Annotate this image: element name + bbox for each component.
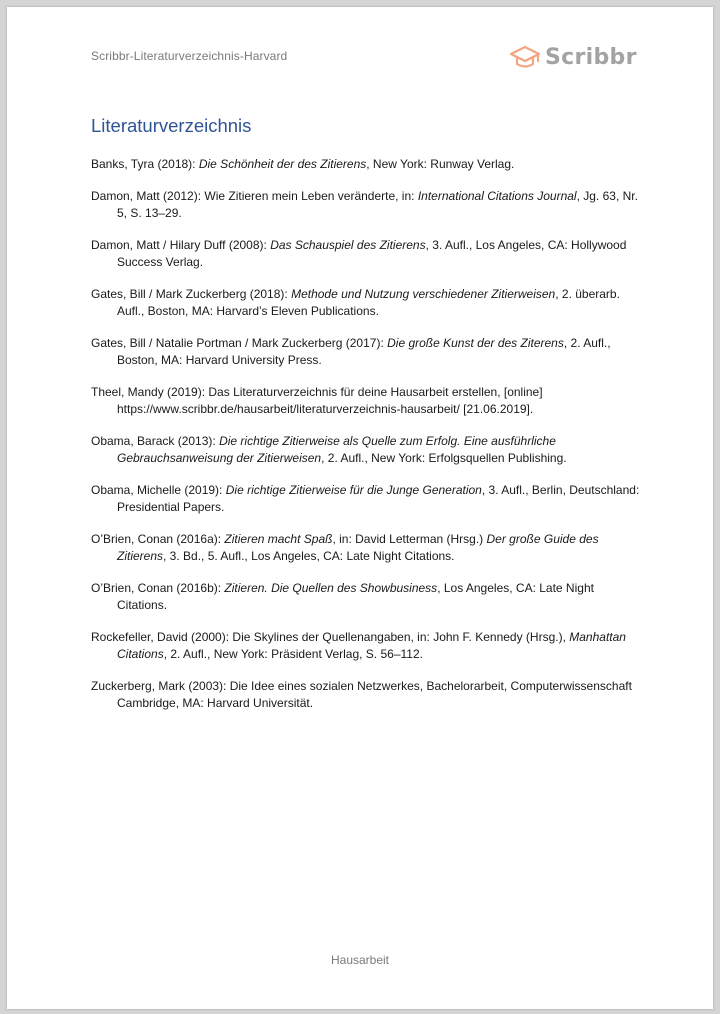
reference-title: Die Schönheit der des Zitierens [198, 157, 367, 171]
reference-entry [91, 580, 647, 614]
reference-entry [91, 237, 647, 271]
page-title: Literaturverzeichnis [91, 115, 252, 136]
reference-entry [91, 433, 647, 467]
reference-text: , New York: Runway Verlag. [366, 157, 515, 171]
reference-text: O’Brien, Conan (2016a): [91, 532, 225, 546]
reference-title: Der große Guide des Zitierens [117, 532, 599, 563]
reference-text: Gates, Bill / Natalie Portman / Mark Zuckerberg (2017): [91, 336, 388, 350]
logo-wordmark: Scribbr [545, 44, 637, 70]
document-page [7, 7, 713, 1009]
reference-text: , 3. Aufl., Los Angeles, CA: Hollywood Success Verlag. [117, 238, 627, 269]
reference-title: Das Schauspiel des Zitierens [270, 238, 426, 252]
reference-entry [91, 156, 647, 173]
reference-text: , Los Angeles, CA: Late Night Citations. [117, 581, 594, 612]
reference-text: Obama, Michelle (2019): [91, 483, 226, 497]
reference-title: Zitieren macht Spaß [224, 532, 333, 546]
reference-entry [91, 286, 647, 320]
reference-text: , 2. Aufl., Boston, MA: Harvard University Press. [117, 336, 611, 367]
reference-text: O’Brien, Conan (2016b): [91, 581, 225, 595]
scribbr-logo [509, 43, 637, 71]
reference-text: Banks, Tyra (2018): [91, 157, 199, 171]
reference-entry [91, 678, 647, 712]
reference-text: Damon, Matt (2012): Wie Zitieren mein Leben veränderte, in: [91, 189, 418, 203]
reference-title: Methode und Nutzung verschiedener Zitierweisen [291, 287, 556, 301]
reference-text: Theel, Mandy (2019): Das Literaturverzeichnis für deine Hausarbeit erstellen, [online] https://www.scribbr.de/hausarbeit/literaturverzeichnis-hausarbeit/ [21.06.2019]. [91, 385, 543, 416]
reference-title: Die richtige Zitierweise als Quelle zum Erfolg. Eine ausführliche Gebrauchsanweisung der Zitierweisen [117, 434, 556, 465]
reference-text: Rockefeller, David (2000): Die Skylines der Quellenangaben, in: John F. Kennedy (Hrsg.), [91, 630, 570, 644]
reference-entry [91, 335, 647, 369]
reference-entry [91, 482, 647, 516]
running-header: Scribbr-Literaturverzeichnis-Harvard [91, 49, 288, 63]
graduation-cap-icon [509, 44, 541, 70]
reference-text: , 2. überarb. Aufl., Boston, MA: Harvard’s Eleven Publications. [117, 287, 620, 318]
reference-text: , 2. Aufl., New York: Präsident Verlag, S. 56–112. [163, 647, 423, 661]
reference-text: Gates, Bill / Mark Zuckerberg (2018): [91, 287, 292, 301]
reference-title: International Citations Journal [417, 189, 577, 203]
reference-text: Damon, Matt / Hilary Duff (2008): [91, 238, 271, 252]
reference-text: , Jg. 63, Nr. 5, S. 13–29. [117, 189, 638, 220]
reference-text: , 2. Aufl., New York: Erfolgsquellen Publishing. [321, 451, 567, 465]
reference-entry [91, 188, 647, 222]
reference-title: Zitieren. Die Quellen des Showbusiness [224, 581, 438, 595]
reference-text: , 3. Bd., 5. Aufl., Los Angeles, CA: Late Night Citations. [163, 549, 455, 563]
reference-title: Die große Kunst der des Ziterens [387, 336, 564, 350]
reference-text: Obama, Barack (2013): [91, 434, 220, 448]
reference-text: Zuckerberg, Mark (2003): Die Idee eines sozialen Netzwerkes, Bachelorarbeit, Computerwissenschaft Cambridge, MA: Harvard Universität. [91, 679, 632, 710]
reference-entry [91, 531, 647, 565]
reference-title: Manhattan Citations [117, 630, 626, 661]
reference-list [91, 156, 647, 727]
reference-entry [91, 629, 647, 663]
reference-text: , 3. Aufl., Berlin, Deutschland: Presidential Papers. [117, 483, 640, 514]
page-footer: Hausarbeit [330, 953, 390, 967]
reference-text: , in: David Letterman (Hrsg.) [332, 532, 487, 546]
reference-title: Die richtige Zitierweise für die Junge Generation [225, 483, 482, 497]
reference-entry [91, 384, 647, 418]
